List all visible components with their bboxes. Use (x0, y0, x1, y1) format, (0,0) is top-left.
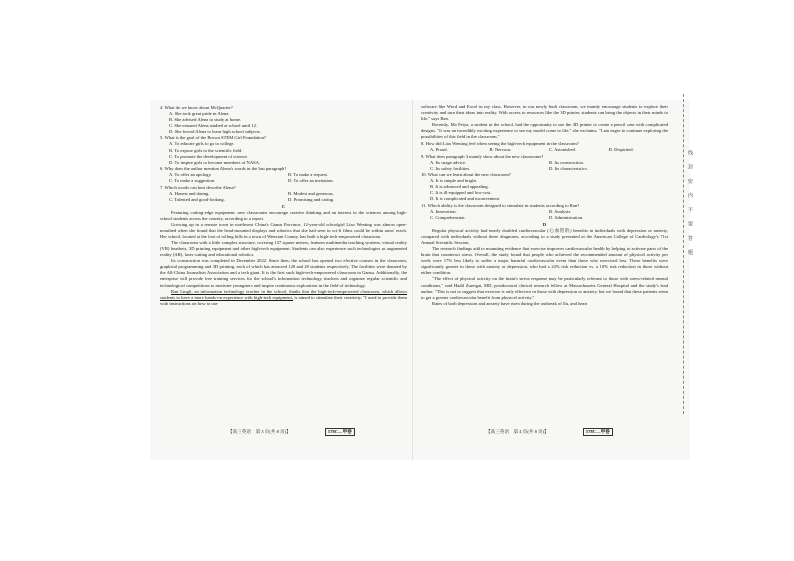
option: D. To offer an invitation. (288, 178, 334, 184)
question-7 (160, 185, 407, 203)
binding-notice: 线 封 密 内 不 要 答 题 (687, 150, 692, 259)
right-footer (486, 428, 613, 436)
question-stem: 8. How did Liao Wenting feel when seeing the high-tech equipment in the classroom? (421, 140, 579, 146)
option: C. Comprehension. (430, 215, 466, 221)
option: D. Promising and caring. (288, 197, 335, 203)
option: C. To make a suggestion. (169, 178, 216, 184)
binding-margin (679, 150, 695, 365)
option: C. Astonished. (549, 146, 576, 152)
question-stem: 7. Which words can best describe Alena? (160, 184, 236, 190)
passage-text: is aimed to stimulate their creativity. "I used to provide them with instructions on how to use (160, 294, 407, 306)
option: C. To promote the development of science. (169, 153, 248, 159)
question-11 (421, 203, 668, 221)
passage-paragraph: Featuring cutting-edge equipment, new classrooms encourage creative thinking and an interest in the sciences among high-school students across the country, according to a report. (160, 209, 407, 221)
left-footer (228, 428, 355, 436)
binding-line (683, 94, 684, 414)
option: C. She ensured Alena studied at school until 12. (169, 122, 258, 128)
footer-title: 【高三英语 第 3 页(共 8 页)】 (228, 429, 291, 434)
option: A. It is simple and bright. (430, 178, 478, 184)
question-5 (160, 135, 407, 165)
option: B. Analysis. (549, 209, 572, 215)
option: B. Modest and generous. (288, 191, 334, 197)
option: B. She advised Alena to study at home. (169, 116, 242, 122)
page-divider (412, 100, 413, 460)
option: D. To inspire girls to become members of NASA. (169, 159, 261, 165)
option: A. To educate girls to go to college. (169, 141, 235, 147)
option: D. Administration. (549, 215, 584, 221)
passage-paragraph: Its construction was completed in December 2022. Since then, the school has opened two elective courses in the classroom, graphical programming and 3D printing, each of which has attracted 120 and 20 students respectively. The facilities were donated by the All-China Journalists Association and a tech giant. It is the first such high-tech-empowered classroom in Gansu. Additionally, the enterprise will provide free training services for the school's information technology teachers and organize regular scientific and technological competitions to motivate youngsters and inspire continuous exploration in the field of technology. (160, 258, 407, 288)
option: C. Talented and good-looking. (169, 197, 225, 203)
section-heading-c: C (281, 203, 286, 209)
option: C. It is ill-equipped and low-cost. (430, 190, 492, 196)
option: B. Its construction. (549, 159, 584, 165)
option: D. Dispirited. (608, 146, 634, 152)
question-8 (421, 141, 668, 153)
option: D. Its characteristics. (549, 165, 588, 171)
option: D. She forced Alena to learn high school subjects. (169, 128, 261, 134)
passage-paragraph (160, 289, 407, 307)
option: A. Innovation. (430, 209, 457, 215)
option: A. Proud. (430, 146, 448, 152)
passage-paragraph: Rates of both depression and anxiety have risen during the outbreak of flu, and heart (432, 300, 588, 306)
question-9 (421, 154, 668, 172)
question-stem: 9. What does paragraph 3 mainly show about the new classrooms? (421, 153, 544, 159)
passage-paragraph: software like Word and Excel in my class. However, in our newly built classroom, we mainly encourage students to explore their creativity and turn their ideas into reality. With access to resources like the 3D printer, students can bring the objects in their minds to life," says Ran. (421, 104, 668, 122)
section-heading-d: D (542, 221, 547, 227)
question-stem: 4. What do we know about McQuarter? (160, 104, 233, 110)
paper-code: 578C—甲卷 (583, 428, 613, 436)
question-stem: 10. What can we learn about the new classroom? (421, 172, 511, 178)
underlined-sentence: Ran Lingli, an information technology teacher in the school, thinks that the high-tech-empowered classroom, which allows students to have a more hands-on experience with high-tech equipment, (160, 288, 407, 300)
passage-paragraph: The classroom with a little complex structure, covering 137 square meters, features multimedia teaching systems, virtual reality (VR) headsets, 3D printing equipment and other high-tech equipment. Students can also experience such technologies as augmented reality (AR), laser cutting and educational robotics. (160, 240, 407, 258)
passage-paragraph: Regular physical activity had nearly doubled cardiovascular (心血管的) benefits in individuals with depression or anxiety, compared with individuals without these diagnoses, according to a study presented at the American College of Cardiology's 71st Annual Scientific Session. (421, 228, 668, 246)
paper-code: 578C—甲卷 (325, 428, 355, 436)
passage-paragraph: "The effect of physical activity on the brain's stress response may be particularly relevant to those with stress-related mental conditions," said Hadil Zureigat, MD, postdoctoral clinical research fellow at Massachusetts General Hospital and the study's lead author. "This is not to suggest that exercise is only effective in those with depression or anxiety, but we found that these patients seem to get a greater cardiovascular benefit from physical activity." (421, 276, 668, 300)
passage-paragraph: The research findings add to mounting evidence that exercise improves cardiovascular health by helping to activate parts of the brain that counteract stress. Overall, the study found that people who achieved the recommended amount of physical activity per week were 17% less likely to suffer a major harmful cardiovascular event than those who exercised less. These benefits were significantly greater in those with anxiety or depression, who had a 22% risk reduction vs. a 10% risk reduction in those without either condition. (421, 246, 668, 276)
option: D. It is complicated and inconvenient. (430, 196, 501, 202)
right-page (421, 104, 668, 424)
option: B. To make a request. (288, 172, 328, 178)
option: A. Honest and daring. (169, 191, 210, 197)
passage-paragraph: Growing up in a remote town in northwest China's Gansu Province, 12-year-old schoolgirl Liao Wenting was almost open-mouthed when she found that the head-mounted displays and robotics that she had seen in sci-fi films could be within arms' reach. Her school, located at the foot of rolling hills in a town of Wenxian County, has built a high-tech-empowered classroom. (160, 222, 407, 240)
question-4 (160, 105, 407, 135)
option: A. To offer an apology. (169, 172, 212, 178)
left-page (160, 104, 407, 424)
question-stem: 11. Which ability is the classroom designed to stimulate in students according to Ran? (421, 203, 580, 209)
passage-paragraph: Recently, Ma Feiya, a student in the school, had the opportunity to use the 3D printer to create a pencil case with complicated designs. "It was an incredibly exciting experience to see my model come to life," she exclaims. "I am eager to continue exploring the possibilities of this field in the classroom." (421, 122, 668, 140)
question-stem: 5. What is the goal of the Brown STEM Girl Foundation? (160, 135, 266, 141)
option: C. Its safety facilities. (430, 165, 471, 171)
option: A. Its usage advice. (430, 159, 467, 165)
question-stem: 6. Why does the author mention Alena's words in the last paragraph? (160, 166, 287, 172)
option: B. It is advanced and appealing. (430, 184, 489, 190)
footer-title: 【高三英语 第 4 页(共 8 页)】 (486, 429, 549, 434)
option: B. Nervous. (489, 146, 512, 152)
question-6 (160, 166, 407, 184)
option: B. To expose girls to the scientific field. (169, 147, 243, 153)
question-10 (421, 172, 668, 202)
option: A. She took great pride in Alena. (169, 110, 230, 116)
